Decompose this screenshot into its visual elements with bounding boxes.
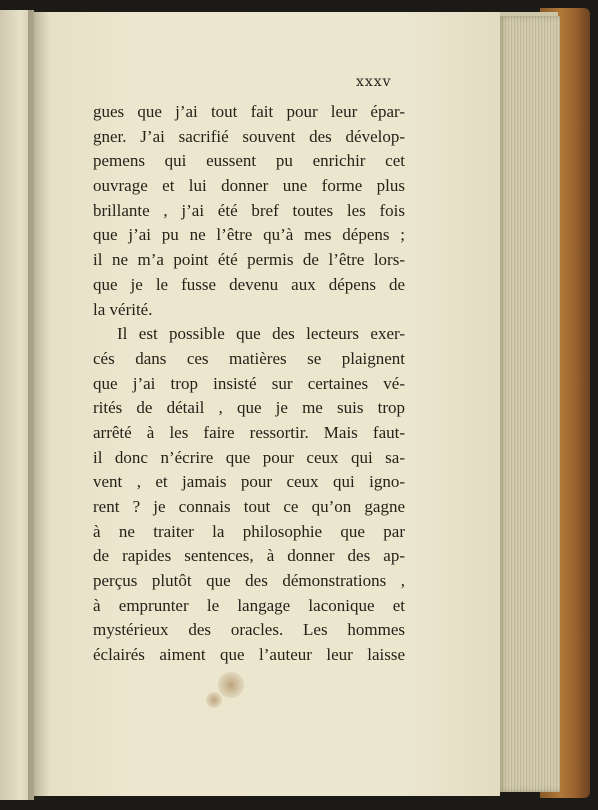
text-line: de rapides sentences, à donner des ap- bbox=[93, 546, 405, 566]
text-line: mystérieux des oracles. Les hommes bbox=[93, 620, 405, 640]
page-body-text bbox=[93, 100, 405, 668]
text-line: à ne traiter la philosophie que par bbox=[93, 521, 405, 541]
page-number: xxxv bbox=[356, 74, 392, 90]
text-line: cés dans ces matières se plaignent bbox=[93, 348, 405, 368]
text-line: gner. J’ai sacrifié souvent des dévelop- bbox=[93, 126, 405, 146]
text-line: à emprunter le langage laconique et bbox=[93, 595, 405, 615]
text-line: vent , et jamais pour ceux qui igno- bbox=[93, 472, 405, 492]
text-line: rités de détail , que je me suis trop bbox=[93, 398, 405, 418]
text-line: que j’ai trop insisté sur certaines vé- bbox=[93, 373, 405, 393]
text-line: gues que j’ai tout fait pour leur épar- bbox=[93, 102, 405, 121]
text-line: arrêté à les faire ressortir. Mais faut- bbox=[93, 422, 405, 442]
text-line: rent ? je connais tout ce qu’on gagne bbox=[93, 497, 405, 516]
text-line: que j’ai pu ne l’être qu’à mes dépens ; bbox=[93, 225, 405, 245]
page-block-edge bbox=[498, 16, 560, 792]
paper-stain bbox=[206, 692, 222, 708]
text-line: pemens qui eussent pu enrichir cet bbox=[93, 151, 405, 171]
text-line: brillante , j’ai été bref toutes les fois bbox=[93, 200, 405, 220]
text-line: il ne m’a point été permis de l’être lors- bbox=[93, 250, 405, 270]
paper-stain bbox=[218, 672, 244, 698]
text-line: ouvrage et lui donner une forme plus bbox=[93, 176, 405, 196]
text-line: éclairés aiment que l’auteur leur laisse bbox=[93, 645, 405, 665]
text-line: que je le fusse devenu aux dépens de bbox=[93, 274, 405, 294]
text-line: il donc n’écrire que pour ceux qui sa- bbox=[93, 447, 405, 467]
text-line: Il est possible que des lecteurs exer- bbox=[117, 324, 405, 344]
gutter-shadow bbox=[28, 10, 50, 800]
text-line: la vérité. bbox=[93, 299, 153, 319]
text-line: perçus plutôt que des démonstrations , bbox=[93, 571, 405, 591]
